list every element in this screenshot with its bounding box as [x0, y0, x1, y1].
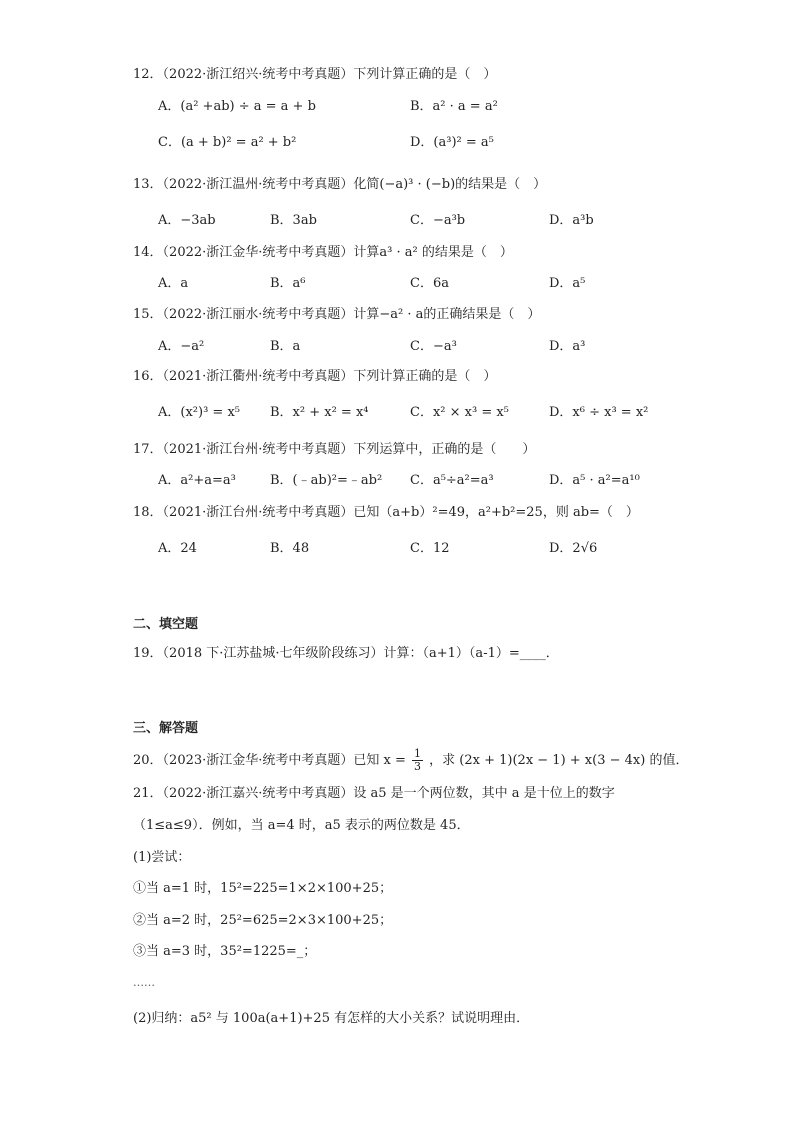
question-17-option-c: C．a⁵÷a²=a³ — [410, 473, 494, 488]
question-19: 19．（2018 下·江苏盐城·七年级阶段练习）计算：（a+1）（a-1）=____． — [133, 646, 559, 661]
question-20 — [133, 748, 688, 773]
question-13-stem: 13．（2022·浙江温州·统考中考真题）化简(−a)³ · (−b)的结果是（ ） — [133, 177, 547, 192]
question-14-option-d: D．a⁵ — [549, 276, 586, 291]
question-21-case-2: ②当 a=2 时，25²=625=2×3×100+25； — [133, 913, 393, 928]
question-20-prefix: 20．（2023·浙江金华·统考中考真题）已知 x = — [133, 753, 406, 768]
fraction-numerator: 1 — [414, 747, 422, 760]
fraction-one-third — [412, 748, 423, 773]
question-14-stem: 14．（2022·浙江金华·统考中考真题）计算a³ · a² 的结果是（ ） — [133, 245, 513, 260]
question-14-option-a: A．a — [158, 276, 189, 291]
ellipsis: …… — [133, 976, 155, 989]
question-14-option-b: B．a⁶ — [270, 276, 306, 291]
question-17-stem: 17．（2021·浙江台州·统考中考真题）下列运算中，正确的是（ ） — [133, 442, 536, 457]
question-12-option-d: D．(a³)² = a⁵ — [410, 135, 494, 150]
question-12-option-a: A．(a² +ab) ÷ a = a + b — [158, 99, 316, 114]
question-12-option-b: B．a² · a = a² — [410, 99, 498, 114]
question-16-stem: 16．（2021·浙江衢州·统考中考真题）下列计算正确的是（ ） — [133, 369, 497, 384]
question-18-option-b: B．48 — [270, 541, 310, 556]
section-heading-answer: 三、解答题 — [133, 721, 199, 736]
question-16-option-d: D．x⁶ ÷ x³ = x² — [549, 405, 649, 420]
question-13-option-d: D．a³b — [549, 213, 594, 228]
question-17-option-d: D．a⁵ · a²=a¹⁰ — [549, 473, 640, 488]
question-15-option-c: C．−a³ — [410, 339, 457, 354]
question-15-stem: 15．（2022·浙江丽水·统考中考真题）计算−a² · a的正确结果是（ ） — [133, 307, 541, 322]
question-21-line-2: （1≤a≤9）．例如，当 a=4 时，a5 表示的两位数是 45． — [133, 818, 470, 833]
question-13-option-b: B．3ab — [270, 213, 317, 228]
question-15-option-d: D．a³ — [549, 339, 586, 354]
question-20-suffix: ，求 (2x + 1)(2x − 1) + x(3 − 4x) 的值． — [429, 753, 689, 768]
question-14-option-c: C．6a — [410, 276, 449, 291]
question-21-part-2: (2)归纳：a5² 与 100a(a+1)+25 有怎样的大小关系？试说明理由． — [133, 1011, 530, 1026]
question-15-option-b: B．a — [270, 339, 301, 354]
question-21-case-3: ③当 a=3 时，35²=1225=_； — [133, 944, 317, 959]
question-12-option-c: C．(a + b)² = a² + b² — [158, 135, 297, 150]
question-13-option-c: C．−a³b — [410, 213, 466, 228]
question-18-stem: 18．（2021·浙江台州·统考中考真题）已知（a+b）²=49，a²+b²=25，则 ab=（ ） — [133, 505, 639, 520]
fraction-denominator: 3 — [414, 760, 422, 773]
question-16-option-b: B．x² + x² = x⁴ — [270, 405, 369, 420]
question-16-option-a: A．(x²)³ = x⁵ — [158, 405, 240, 420]
section-heading-fill-in: 二、填空题 — [133, 617, 199, 632]
question-21-case-1: ①当 a=1 时，15²=225=1×2×100+25； — [133, 881, 393, 896]
question-12-stem: 12．（2022·浙江绍兴·统考中考真题）下列计算正确的是（ ） — [133, 67, 497, 82]
question-18-option-a: A．24 — [158, 541, 197, 556]
question-15-option-a: A．−a² — [158, 339, 205, 354]
question-13-option-a: A．−3ab — [158, 213, 216, 228]
question-17-option-b: B．(﹣ab)²=﹣ab² — [270, 473, 383, 488]
question-16-option-c: C．x² × x³ = x⁵ — [410, 405, 509, 420]
question-18-option-c: C．12 — [410, 541, 450, 556]
question-17-option-a: A．a²+a=a³ — [158, 473, 236, 488]
question-21-line-1: 21．（2022·浙江嘉兴·统考中考真题）设 a5 是一个两位数，其中 a 是十位上的数字 — [133, 786, 615, 801]
question-21-part-1-label: (1)尝试： — [133, 850, 191, 865]
question-18-option-d: D．2√6 — [549, 541, 598, 556]
